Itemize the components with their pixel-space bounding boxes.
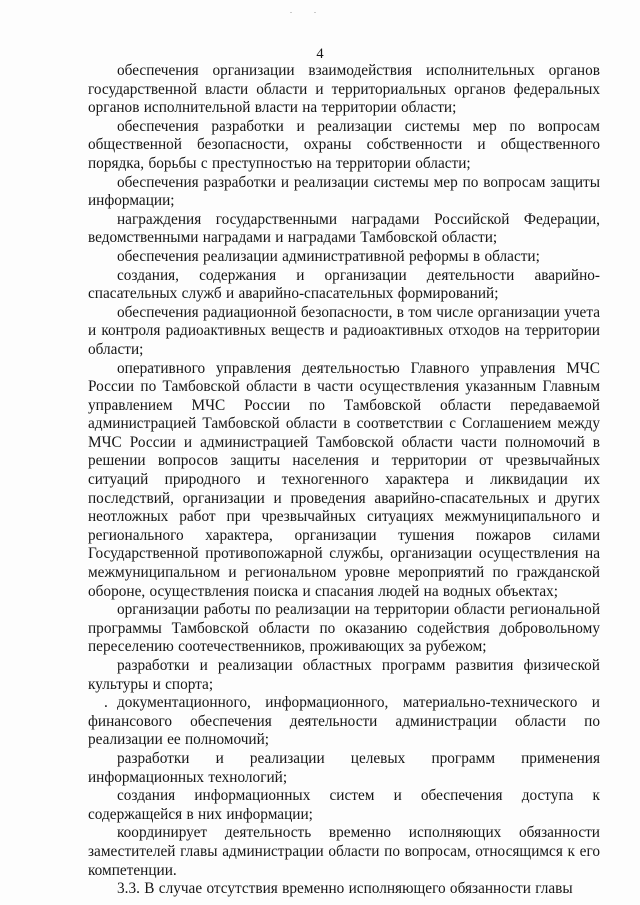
paragraph-text: документационного, информационного, материально-технического и финансового обеспечения деятельности администрации области по реализации ее полномочий; — [88, 694, 600, 749]
paragraph: оперативного управления деятельностью Главного управления МЧС России по Тамбовской области в части осуществления указанным Главным управлением МЧС России по Тамбовской области передаваемой администрацией Тамбовской области в соответствии с Соглашением между МЧС России и администрацией Тамбовской области части полномочий в решении вопросов защиты населения и территории от чрезвычайных ситуаций природного и техногенного характера и ликвидации их последствий, организации и проведения аварийно-спасательных и других неотложных работ при чрезвычайных ситуациях межмуниципального и регионального характера, организации тушения пожаров силами Государственной противопожарной службы, организации осуществления на межмуниципальном и региональном уровне мероприятий по гражданской обороне, осуществления поиска и спасания людей на водных объектах; — [88, 359, 600, 600]
paragraph: награждения государственными наградами Российской Федерации, ведомственными наградами и наградами Тамбовской области; — [88, 210, 600, 247]
paragraph: обеспечения разработки и реализации системы мер по вопросам общественной безопасности, охраны собственности и общественного порядка, борьбы с преступностью на территории области; — [88, 117, 600, 172]
paragraph: обеспечения организации взаимодействия исполнительных органов государственной власти области и территориальных органов федеральных органов исполнительной власти на территории области; — [88, 62, 600, 117]
page-number: 4 — [316, 46, 324, 62]
paragraph: создания, содержания и организации деятельности аварийно-спасательных служб и аварийно-спасательных формирований; — [88, 266, 600, 303]
scan-artifact-dots: . . — [290, 6, 326, 15]
paragraph: разработки и реализации областных программ развития физической культуры и спорта; — [88, 657, 600, 693]
paragraph: разработки и реализации целевых программ применения информационных технологий; — [88, 749, 600, 786]
stray-mark: . — [104, 694, 108, 712]
paragraph: координирует деятельность временно исполняющих обязанности заместителей главы администрации области по вопросам, относящимся к его компетенции. — [88, 824, 600, 879]
paragraph: организации работы по реализации на территории области региональной программы Тамбовской области по оказанию содействия добровольному переселению соотечественников, проживающих за рубежом; — [88, 601, 600, 656]
paragraph: 3.3. В случае отсутствия временно исполняющего обязанности главы — [117, 880, 573, 898]
paragraph-with-mark — [88, 694, 600, 750]
paragraph: обеспечения разработки и реализации системы мер по вопросам защиты информации; — [88, 173, 600, 210]
document-body — [88, 62, 600, 899]
paragraph: создания информационных систем и обеспечения доступа к содержащейся в них информации; — [88, 787, 600, 823]
paragraph: обеспечения радиационной безопасности, в том числе организации учета и контроля радиоактивных веществ и радиоактивных отходов на территории области; — [88, 303, 600, 358]
paragraph: обеспечения реализации административной реформы в области; — [117, 247, 540, 265]
